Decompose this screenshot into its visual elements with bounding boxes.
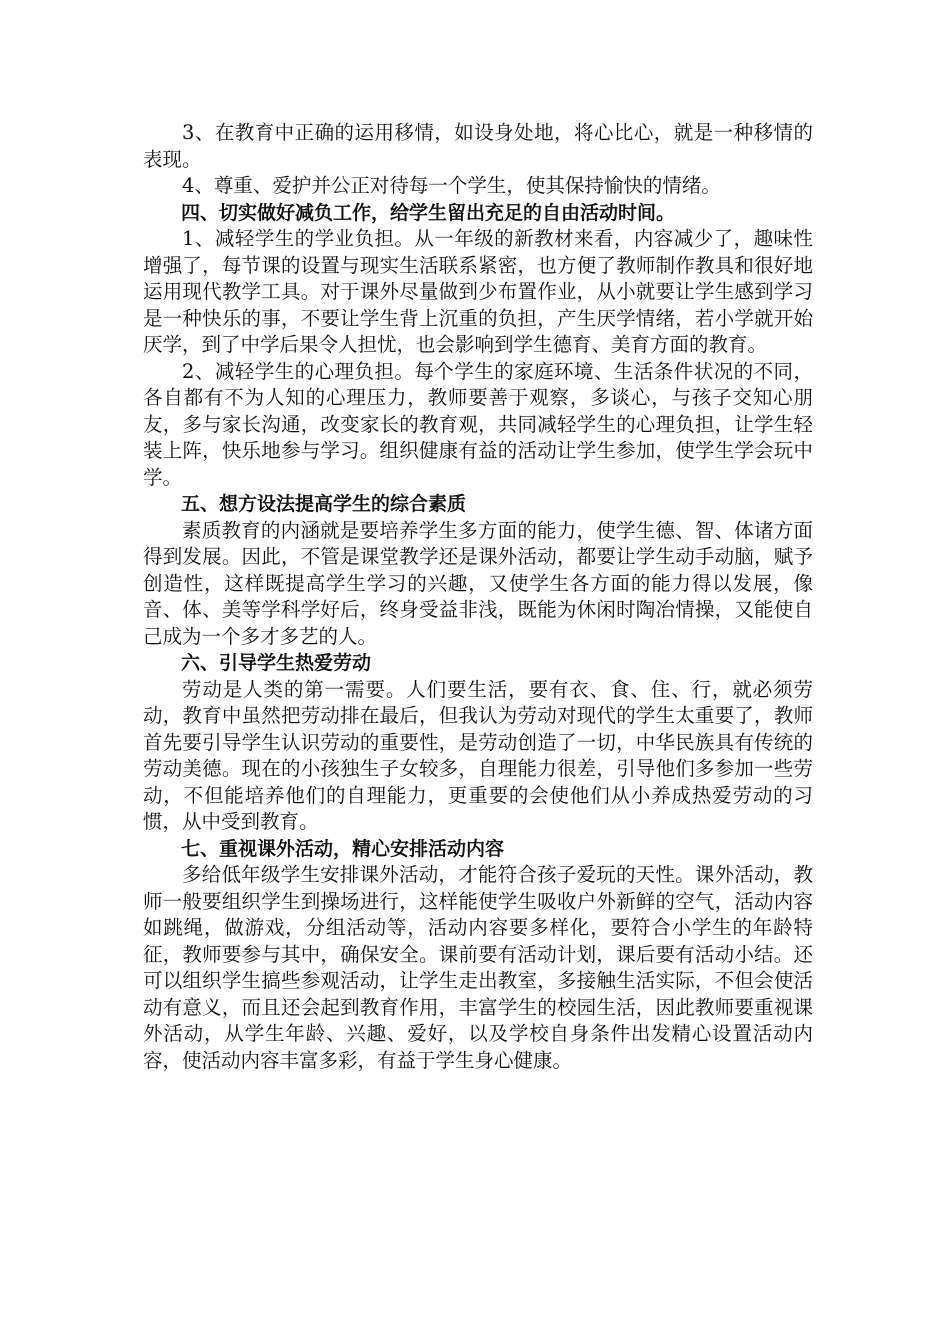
section-heading-5: 五、想方设法提高学生的综合素质 xyxy=(181,493,467,515)
paragraph-academic-burden: 1、减轻学生的学业负担。从一年级的新教材来看，内容减少了，趣味性增强了，每节课的设置与现实生活联系紧密，也方便了教师制作教具和很好地运用现代教学工具。对于课外尽量做到少布置作业，从小就要让学生感到学习是一种快乐的事，不要让学生背上沉重的负担，产生厌学情绪，若小学就开始厌学，到了中学后果令人担忧，也会影响到学生德育、美育方面的教育。 xyxy=(143,227,813,356)
paragraph-empathy-3: 3、在教育中正确的运用移情，如设身处地，将心比心，就是一种移情的表现。 xyxy=(143,121,813,171)
paragraph-extracurricular: 多给低年级学生安排课外活动，才能符合孩子爱玩的天性。课外活动，教师一般要组织学生到操场进行，这样能使学生吸收户外新鲜的空气，活动内容如跳绳，做游戏，分组活动等，活动内容要多样化，要符合小学生的年龄特征，教师要参与其中，确保安全。课前要有活动计划，课后要有活动小结。还可以组织学生搞些参观活动，让学生走出教室，多接触生活实际，不但会使活动有意义，而且还会起到教育作用，丰富学生的校园生活，因此教师要重视课外活动，从学生年龄、兴趣、爱好，以及学校自身条件出发精心设置活动内容，使活动内容丰富多彩，有益于学生身心健康。 xyxy=(143,863,813,1072)
document-page xyxy=(143,120,813,1074)
paragraph-psychological-burden: 2、减轻学生的心理负担。每个学生的家庭环境、生活条件状况的不同，各自都有不为人知的心理压力，教师要善于观察，多谈心，与孩子交知心朋友，多与家长沟通，改变家长的教育观，共同减轻学生的心理负担，让学生轻装上阵，快乐地参与学习。组织健康有益的活动让学生参加，使学生学会玩中学。 xyxy=(143,359,813,489)
paragraph-labor: 劳动是人类的第一需要。人们要生活，要有衣、食、住、行，就必须劳动，教育中虽然把劳动排在最后，但我认为劳动对现代的学生太重要了，教师首先要引导学生认识劳动的重要性，是劳动创造了一切，中华民族具有传统的劳动美德。现在的小孩独生子女较多，自理能力很差，引导他们多参加一些劳动，不但能培养他们的自理能力，更重要的会使他们从小养成热爱劳动的习惯，从中受到教育。 xyxy=(143,677,813,833)
section-heading-7: 七、重视课外活动，精心安排活动内容 xyxy=(181,837,505,860)
paragraph-quality-education: 素质教育的内涵就是要培养学生多方面的能力，使学生德、智、体诸方面得到发展。因此，不管是课堂教学还是课外活动，都要让学生动手动脑，赋予创造性，这样既提高学生学习的兴趣，又使学生各方面的能力得以发展，像音、体、美等学科学好后，终身受益非浅，既能为休闲时陶冶情操，又能使自己成为一个多才多艺的人。 xyxy=(143,518,813,648)
section-heading-4: 四、切实做好减负工作，给学生留出充足的自由活动时间。 xyxy=(181,201,676,224)
paragraph-respect-4: 4、尊重、爱护并公正对待每一个学生，使其保持愉快的情绪。 xyxy=(182,174,721,197)
section-heading-6: 六、引导学生热爱劳动 xyxy=(181,652,372,674)
